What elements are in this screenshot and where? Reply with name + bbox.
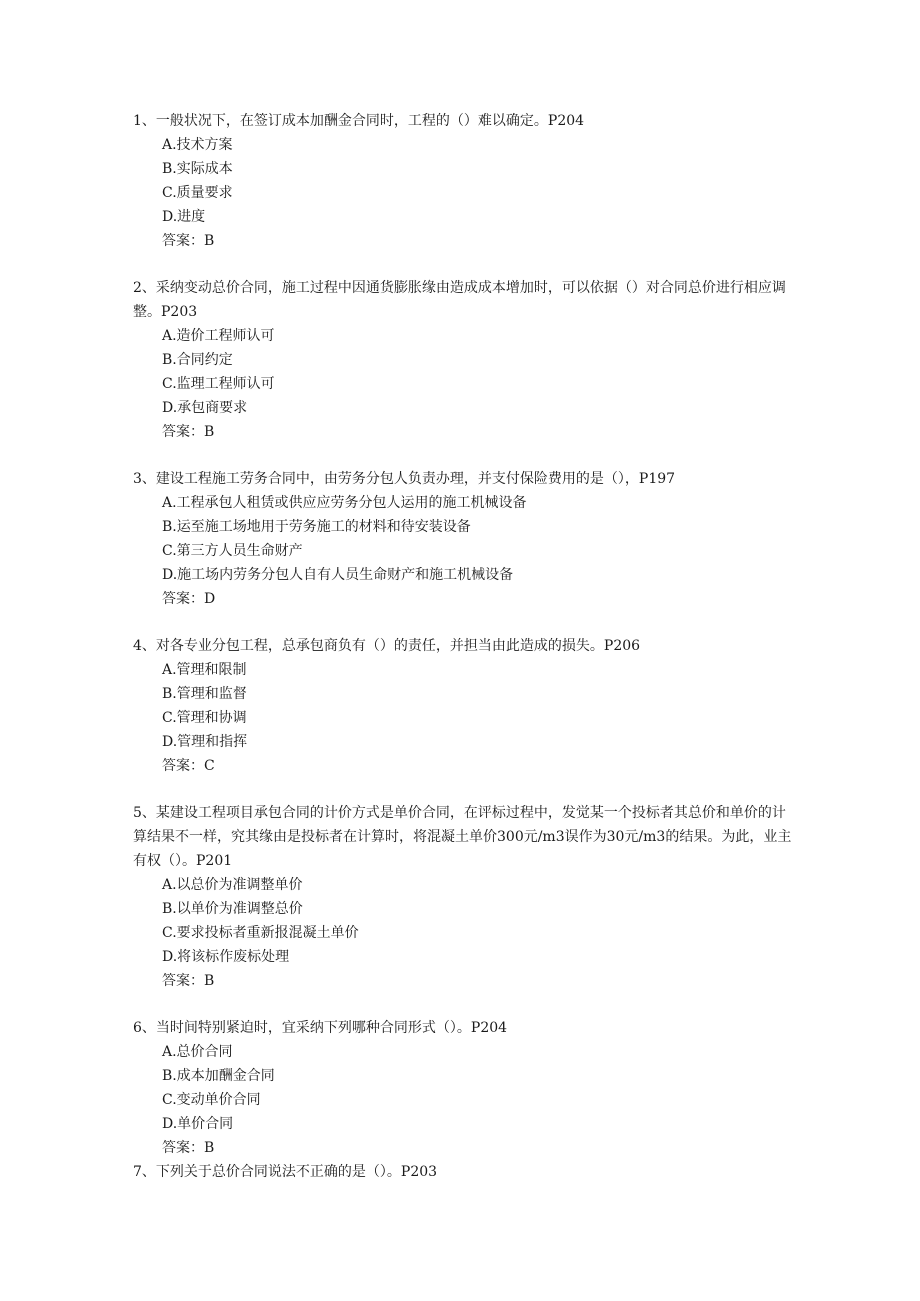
- option-b: B.以单价为准调整总价: [162, 901, 303, 917]
- question-7: [133, 1160, 793, 1184]
- question-text: 1、一般状况下，在签订成本加酬金合同时，工程的（）难以确定。P204: [133, 113, 585, 129]
- paragraph-gap: [133, 253, 793, 276]
- question-text: 3、建设工程施工劳务合同中，由劳务分包人负责办理，并支付保险费用的是（），P197: [133, 471, 676, 487]
- option-d: D.管理和指挥: [162, 734, 248, 750]
- question-text: 6、当时间特别紧迫时，宜采纳下列哪种合同形式（）。P204: [133, 1020, 508, 1036]
- answer-line: 答案：B: [162, 973, 215, 989]
- paragraph-gap: [133, 611, 793, 634]
- question-3: [133, 467, 793, 611]
- option-b: B.成本加酬金合同: [162, 1068, 275, 1084]
- option-d: D.将该标作废标处理: [162, 949, 290, 965]
- answer-line: 答案：B: [162, 424, 215, 440]
- option-d: D.承包商要求: [162, 400, 248, 416]
- option-d: D.施工场内劳务分包人自有人员生命财产和施工机械设备: [162, 567, 514, 583]
- question-4: [133, 634, 793, 778]
- option-b: B.合同约定: [162, 352, 233, 368]
- option-a: A.总价合同: [162, 1044, 233, 1060]
- question-text: 4、对各专业分包工程，总承包商负有（）的责任，并担当由此造成的损失。P206: [133, 638, 641, 654]
- paragraph-gap: [133, 993, 793, 1016]
- question-text: 7、下列关于总价合同说法不正确的是（）。P203: [133, 1164, 438, 1180]
- paragraph-gap: [133, 444, 793, 467]
- option-c: C.要求投标者重新报混凝土单价: [162, 925, 359, 941]
- option-c: C.第三方人员生命财产: [162, 543, 303, 559]
- option-b: B.实际成本: [162, 161, 233, 177]
- question-text: 2、采纳变动总价合同，施工过程中因通货膨胀缘由造成成本增加时，可以依据（）对合同总价进行相应调整。P203: [133, 280, 786, 320]
- option-a: A.管理和限制: [162, 662, 247, 678]
- question-text: 5、某建设工程项目承包合同的计价方式是单价合同，在评标过程中，发觉某一个投标者其总价和单价的计算结果不一样，究其缘由是投标者在计算时，将混凝土单价300元/m3误作为30元/m3的结果。为此，业主有权（）。P201: [133, 805, 792, 869]
- option-c: C.变动单价合同: [162, 1092, 261, 1108]
- option-b: B.管理和监督: [162, 686, 247, 702]
- question-2: [133, 276, 793, 444]
- option-a: A.工程承包人租赁或供应应劳务分包人运用的施工机械设备: [162, 495, 527, 511]
- option-a: A.造价工程师认可: [162, 328, 275, 344]
- question-1: [133, 109, 793, 253]
- option-c: C.质量要求: [162, 185, 233, 201]
- option-a: A.技术方案: [162, 137, 233, 153]
- option-b: B.运至施工场地用于劳务施工的材料和待安装设备: [162, 519, 471, 535]
- answer-line: 答案：C: [162, 758, 215, 774]
- paragraph-gap: [133, 778, 793, 801]
- document-body: [133, 109, 793, 1184]
- answer-line: 答案：B: [162, 1140, 215, 1156]
- answer-line: 答案：D: [162, 591, 216, 607]
- option-d: D.进度: [162, 209, 206, 225]
- answer-line: 答案：B: [162, 233, 215, 249]
- option-c: C.管理和协调: [162, 710, 247, 726]
- option-a: A.以总价为准调整单价: [162, 877, 303, 893]
- question-6: [133, 1016, 793, 1160]
- question-5: [133, 801, 793, 993]
- option-c: C.监理工程师认可: [162, 376, 275, 392]
- option-d: D.单价合同: [162, 1116, 234, 1132]
